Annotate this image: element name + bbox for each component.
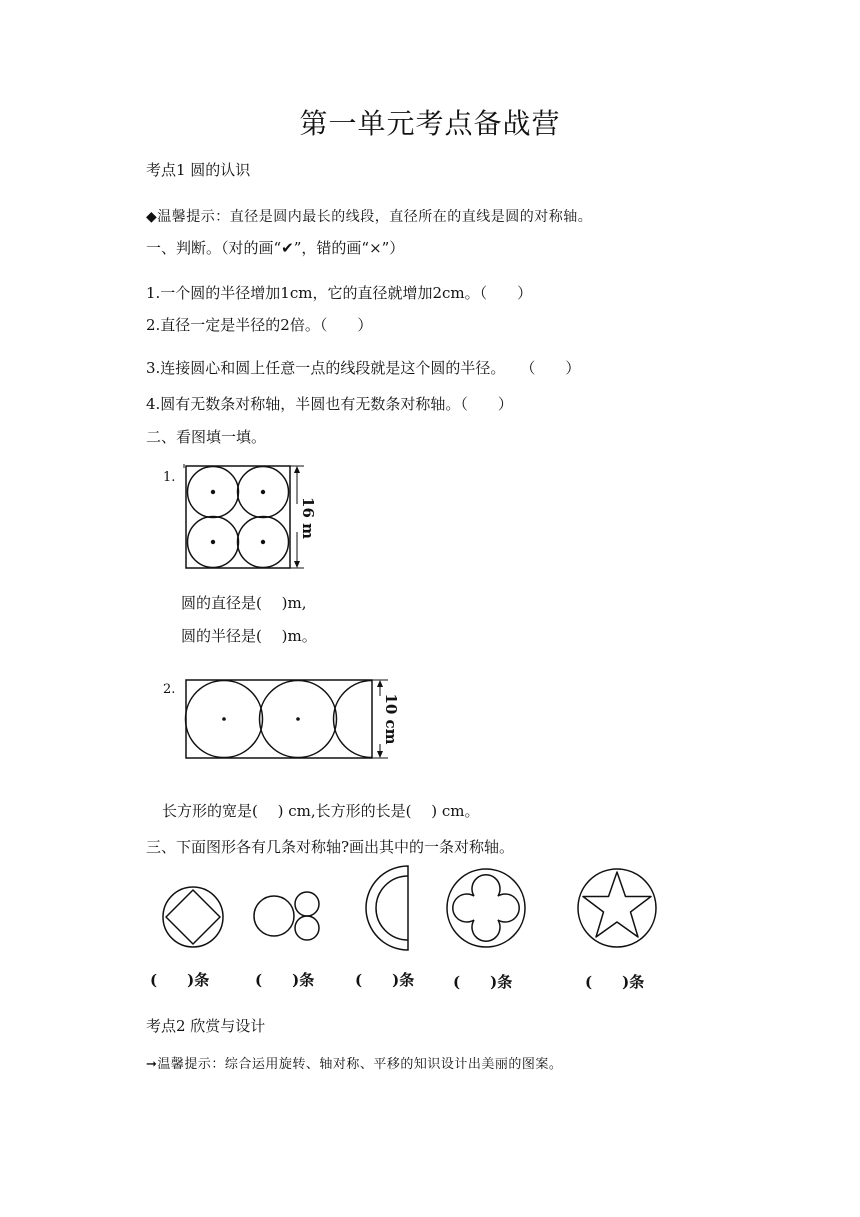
answer-1: ( )条 — [150, 971, 210, 989]
part2-heading: 二、看图填一填。 — [146, 428, 267, 446]
q2-dimension-label: 10 cm — [382, 693, 400, 745]
section1-heading: 考点1 圆的认识 — [146, 161, 251, 179]
figure-circle-with-square — [160, 884, 226, 950]
answer-4: ( )条 — [453, 973, 513, 991]
judge-item-1: 1.一个圆的半径增加1cm，它的直径就增加2cm。（ ） — [146, 284, 533, 302]
figure-circle-with-star — [575, 866, 659, 950]
q1-line2: 圆的半径是( )m。 — [181, 627, 317, 645]
page-title: 第一单元考点备战营 — [299, 107, 561, 140]
q1-line1: 圆的直径是( )m, — [181, 594, 307, 612]
answer-2: ( )条 — [255, 971, 315, 989]
q2-line: 长方形的宽是( ) cm,长方形的长是( ) cm。 — [162, 802, 480, 820]
answer-3: ( )条 — [355, 971, 415, 989]
q1-number: 1. — [163, 470, 176, 485]
figure-circles-rectangle — [182, 676, 402, 766]
section2-tip: ➞温馨提示：综合运用旋转、轴对称、平移的知识设计出美丽的图案。 — [146, 1057, 563, 1072]
figure-three-circles — [252, 884, 326, 950]
part1-heading: 一、判断。（对的画“✔”，错的画“×”） — [146, 239, 405, 257]
section2-heading: 考点2 欣赏与设计 — [146, 1017, 266, 1035]
judge-item-4: 4.圆有无数条对称轴，半圆也有无数条对称轴。（ ） — [146, 395, 513, 413]
judge-item-2: 2.直径一定是半径的2倍。（ ） — [146, 316, 373, 334]
figure-half-ring — [362, 862, 412, 952]
judge-item-3: 3.连接圆心和圆上任意一点的线段就是这个圆的半径。 （ ） — [146, 359, 581, 377]
answer-5: ( )条 — [585, 973, 645, 991]
figure-four-circles — [180, 462, 320, 574]
q1-dimension-label: 16 m — [299, 497, 317, 539]
section1-tip: ◆温馨提示：直径是圆内最长的线段，直径所在的直线是圆的对称轴。 — [146, 209, 593, 225]
figure-circle-with-flower — [444, 866, 528, 950]
q2-number: 2. — [163, 682, 176, 697]
part3-heading: 三、下面图形各有几条对称轴?画出其中的一条对称轴。 — [146, 838, 515, 856]
